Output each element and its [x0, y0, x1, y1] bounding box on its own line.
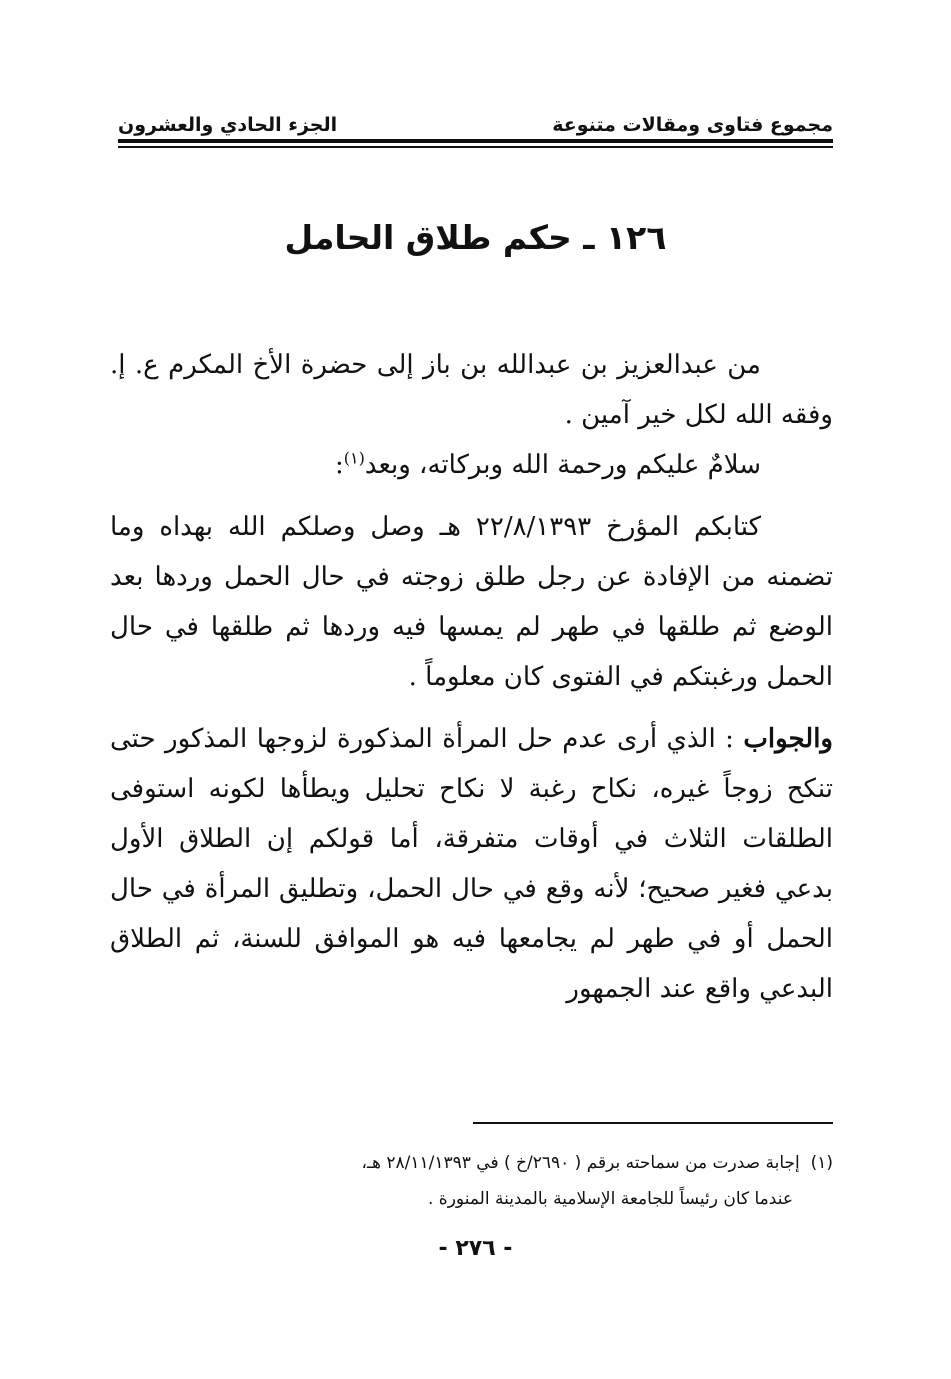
footnote-line-1	[110, 1145, 833, 1181]
answer-lead: والجواب	[743, 724, 833, 754]
footnote	[110, 1145, 833, 1217]
volume-label: الجزء الحادي والعشرون	[118, 114, 338, 136]
paragraph-question: كتابكم المؤرخ ٢٢/٨/١٣٩٣ هـ وصل وصلكم الله بهداه وما تضمنه من الإفادة عن رجل طلق زوجته في حال الحمل وردها بعد الوضع ثم طلقها في طهر لم يمسها فيه وردها ثم طلقها في حال الحمل ورغبتكم في الفتوى كان معلوماً .	[110, 512, 833, 692]
salutation-text: سلامٌ عليكم ورحمة الله وبركاته، وبعد	[364, 450, 761, 480]
body-text	[110, 340, 833, 1014]
header-rule-thin	[118, 146, 833, 148]
paragraph-greeting-from: من عبدالعزيز بن عبدالله بن باز إلى حضرة الأخ المكرم ع. إ. وفقه الله لكل خير آمين .	[110, 350, 833, 430]
page-number: - ٢٧٦ -	[438, 1236, 513, 1261]
salutation-colon: :	[334, 450, 344, 480]
answer-text: : الذي أرى عدم حل المرأة المذكورة لزوجها المذكور حتى تنكح زوجاً غيره، نكاح رغبة لا نكاح تحليل ويطأها لكونه استوفى الطلقات الثلاث في أوقات متفرقة، أما قولكم إن الطلاق الأول بدعي فغير صحيح؛ لأنه وقع في حال الحمل، وتطليق المرأة في حال الحمل أو في طهر لم يجامعها فيه هو الموافق للسنة، ثم الطلاق البدعي واقع عند الجمهور	[110, 724, 833, 1004]
footnote-marker: (١)	[810, 1153, 833, 1173]
fatwa-title: ١٢٦ ـ حكم طلاق الحامل	[284, 218, 667, 257]
footnote-rule	[473, 1122, 833, 1124]
paragraph-answer	[110, 714, 833, 1014]
footnote-text-1: إجابة صدرت من سماحته برقم ( ٢٦٩٠/خ ) في ٢٨/١١/١٣٩٣ هـ،	[361, 1153, 800, 1173]
header-rule-thick	[118, 139, 833, 143]
running-header	[118, 104, 833, 136]
footnote-line-2: عندما كان رئيساً للجامعة الإسلامية بالمدينة المنورة .	[427, 1189, 793, 1209]
paragraph-salutation	[110, 440, 833, 490]
book-title: مجموع فتاوى ومقالات متنوعة	[552, 114, 833, 136]
footnote-reference: (١)	[343, 448, 365, 468]
